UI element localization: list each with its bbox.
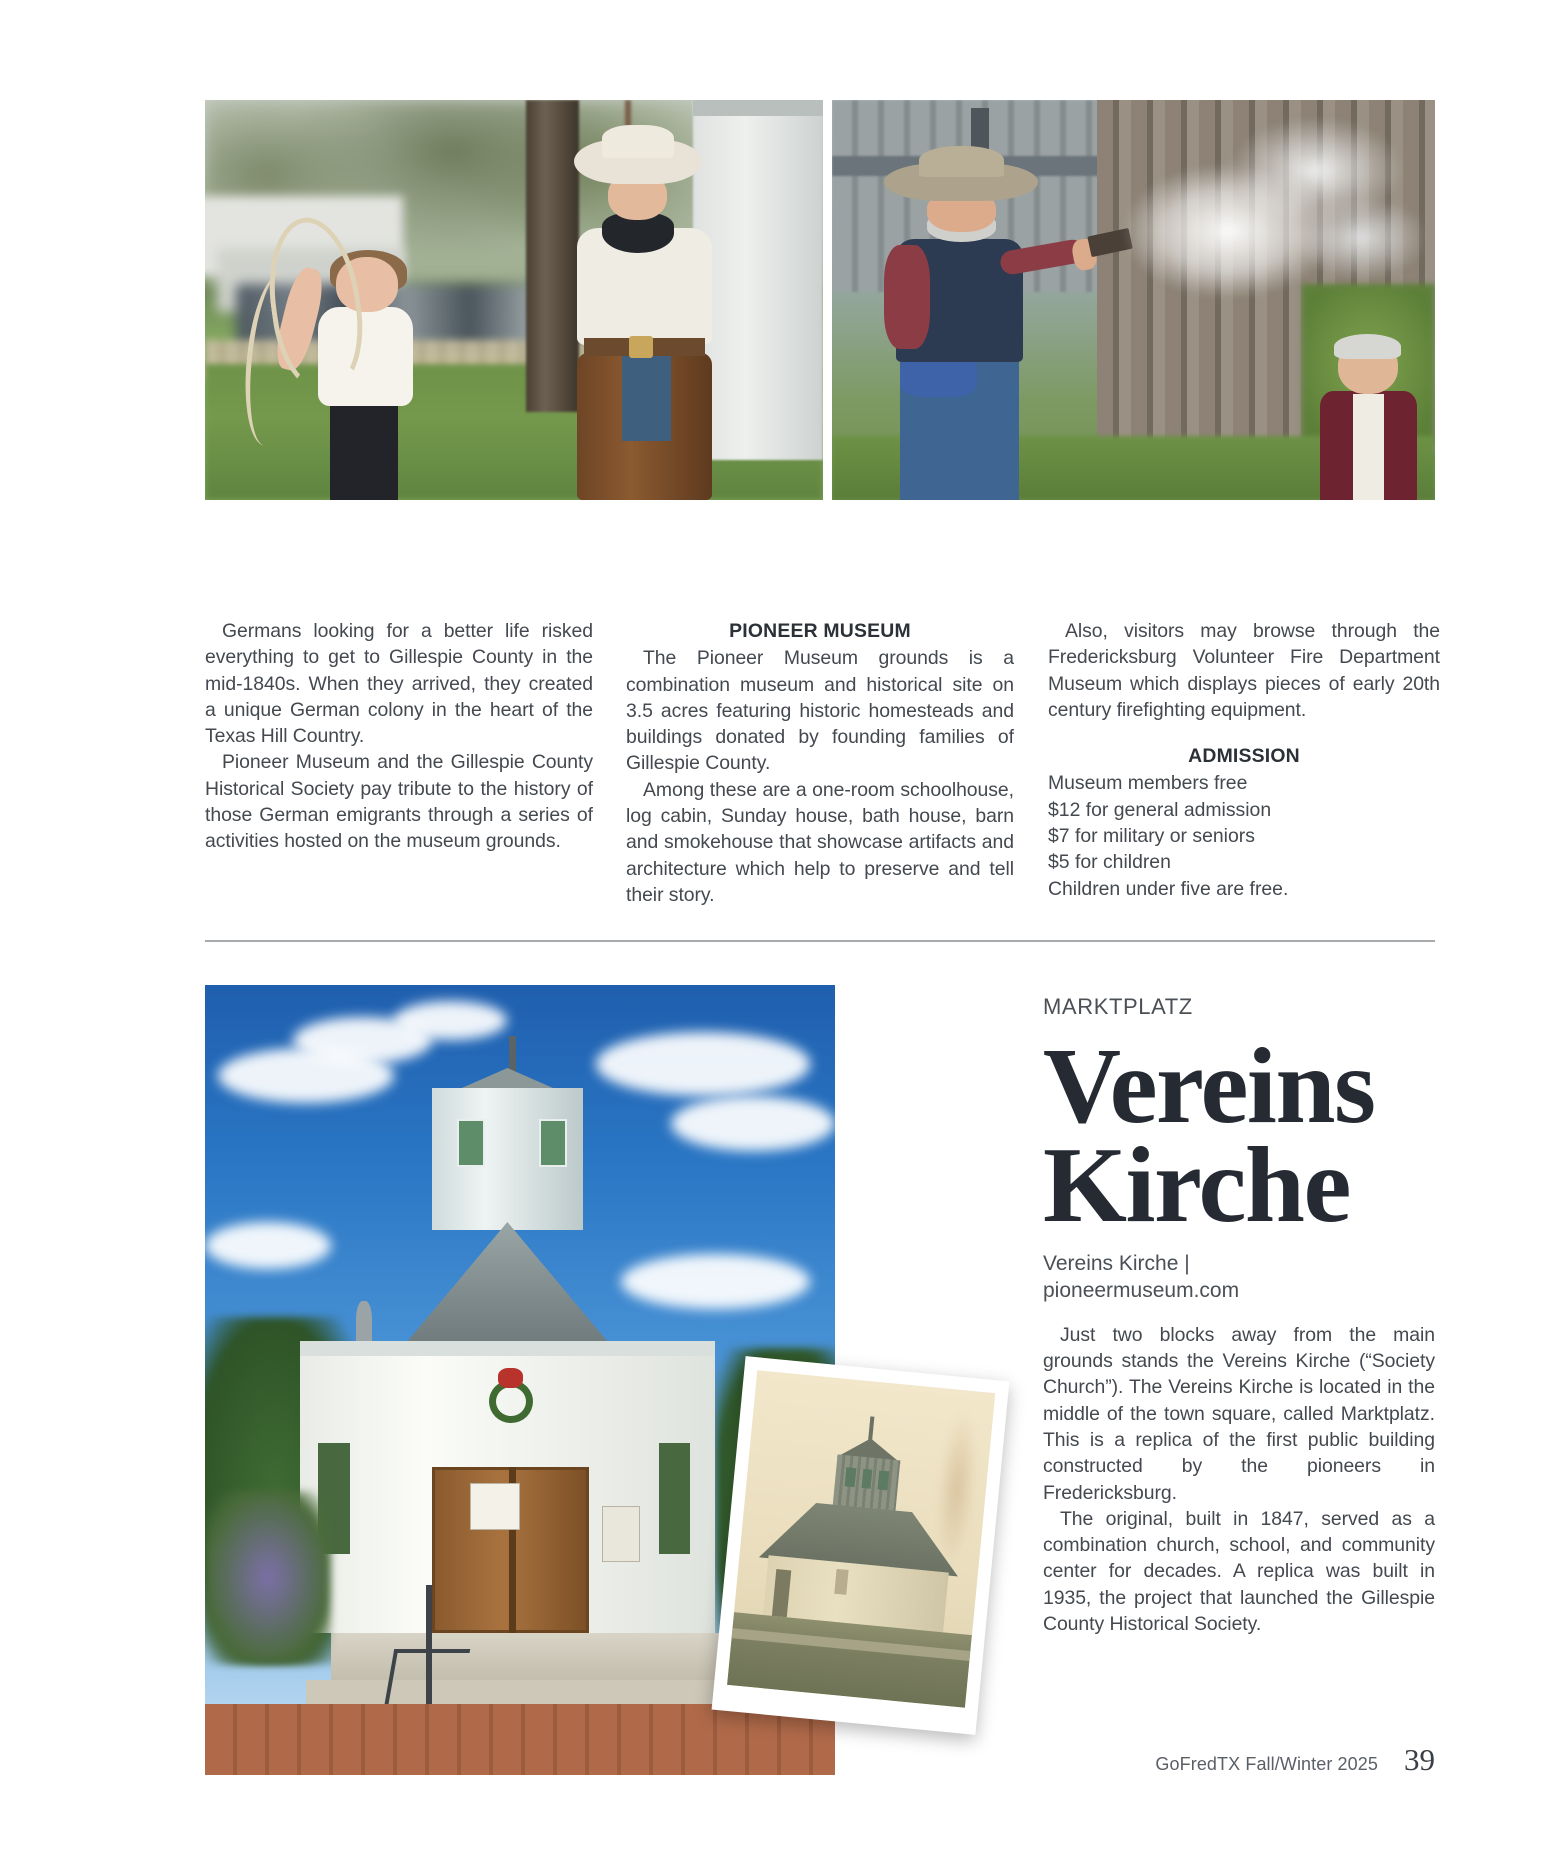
top-photo-row [205, 100, 1435, 500]
museum-paragraph-2: Among these are a one-room schoolhouse, log cabin, Sunday house, bath house, barn and smokehouse that showcase artifacts and architecture which help to preserve and tell their story. [626, 778, 1014, 906]
historic-photo-image [727, 1370, 995, 1707]
bystander-shirt [1353, 394, 1384, 500]
photo-credit [1043, 1250, 1435, 1304]
inset-historic-photo [712, 1356, 1010, 1735]
credit-line-1: Vereins Kirche | [1043, 1251, 1190, 1275]
cloud [596, 1032, 810, 1095]
museum-paragraph-1: The Pioneer Museum grounds is a combination museum and historical site on 3.5 acres featuring historic homesteads and buildings donated by founding families of Gillespie County. [626, 647, 1014, 775]
cupola-window [457, 1119, 485, 1166]
headline-line-1: Vereins [1043, 1027, 1375, 1146]
headline-line-2: Kirche [1043, 1126, 1350, 1246]
vereins-kirche-article [1043, 993, 1435, 1637]
list-item: $12 for general admission [1048, 798, 1272, 821]
church-window-right [659, 1443, 691, 1554]
page-footer [1043, 1742, 1435, 1778]
credit-line-2: pioneermuseum.com [1043, 1278, 1240, 1302]
historic-doorway [834, 1568, 848, 1594]
bystander-hair [1334, 334, 1402, 360]
page-title [1043, 1027, 1435, 1246]
historic-cupola-window [845, 1468, 856, 1488]
kirche-paragraph-1: Just two blocks away from the main grounds stands the Vereins Kirche (“Society Church”). The Vereins Kirche is located in the middle of the town square, called Marktplatz. This is a replica of the first public building constructed by the pioneers in Fredericksburg. [1043, 1323, 1435, 1504]
historic-cupola-window [861, 1469, 872, 1489]
shed-roof [693, 100, 823, 116]
wreath-bow [498, 1368, 523, 1388]
cowboy-jeans [622, 353, 670, 441]
page-number: 39 [1404, 1742, 1435, 1777]
list-item: Museum members free [1048, 772, 1248, 795]
cloud [394, 1001, 507, 1041]
footer-issue-label: GoFredTX Fall/Winter 2025 [1155, 1754, 1378, 1774]
list-item: $5 for children [1048, 851, 1171, 874]
roof-trim-band [300, 1341, 716, 1358]
gunpowder-smoke [1109, 108, 1423, 332]
bystander-figure [1320, 340, 1416, 500]
cloud [205, 1222, 331, 1269]
girl-legs [330, 401, 398, 500]
fire-museum-paragraph: Also, visitors may browse through the Fredericksburg Volunteer Fire Department Museum which displays pieces of early 20th century firefighting equipment. [1048, 620, 1440, 721]
column-three [1048, 618, 1440, 902]
brick-plaza [205, 1704, 835, 1775]
admission-subhead: ADMISSION [1188, 745, 1300, 768]
column-one [205, 618, 593, 855]
cowboy-hat-crown [602, 125, 675, 158]
section-kicker: MARKTPLATZ [1043, 994, 1193, 1019]
intro-paragraph-1: Germans looking for a better life risked everything to get to Gillespie County in the mid-1840s. When they arrived, they created a unique German colony in the heart of the Texas Hill Country. [205, 620, 593, 748]
section-divider [205, 940, 1435, 942]
historic-cupola-window [878, 1471, 889, 1491]
pioneer-museum-subhead: PIONEER MUSEUM [729, 620, 911, 642]
shooter-left-sleeve [884, 245, 930, 348]
entrance-sign [470, 1483, 520, 1530]
flowering-shrub [205, 1491, 331, 1665]
intro-paragraph-2: Pioneer Museum and the Gillespie County Historical Society pay tribute to the history of those German emigrants through a series of activities hosted on the museum grounds. [205, 751, 593, 853]
photo-black-powder-demo [832, 100, 1435, 500]
cowboy-figure [563, 132, 736, 500]
shooter-hat-crown [919, 146, 1004, 177]
cupola-window [539, 1119, 567, 1166]
photo-girl-with-lasso [205, 100, 823, 500]
admission-list [1048, 770, 1440, 901]
shooter-figure [880, 156, 1073, 500]
column-two [626, 618, 1014, 908]
cloud [671, 1096, 835, 1151]
kirche-paragraph-2: The original, built in 1847, served as a combination church, school, and community center for decades. A replica was built in 1935, the project that launched the Gillespie County Historical Society. [1043, 1507, 1435, 1635]
cloud [621, 1254, 810, 1309]
girl-figure [292, 252, 440, 500]
belt-buckle [629, 336, 653, 358]
list-item: $7 for military or seniors [1048, 825, 1255, 848]
information-placard [602, 1506, 640, 1561]
list-item: Children under five are free. [1048, 877, 1289, 900]
